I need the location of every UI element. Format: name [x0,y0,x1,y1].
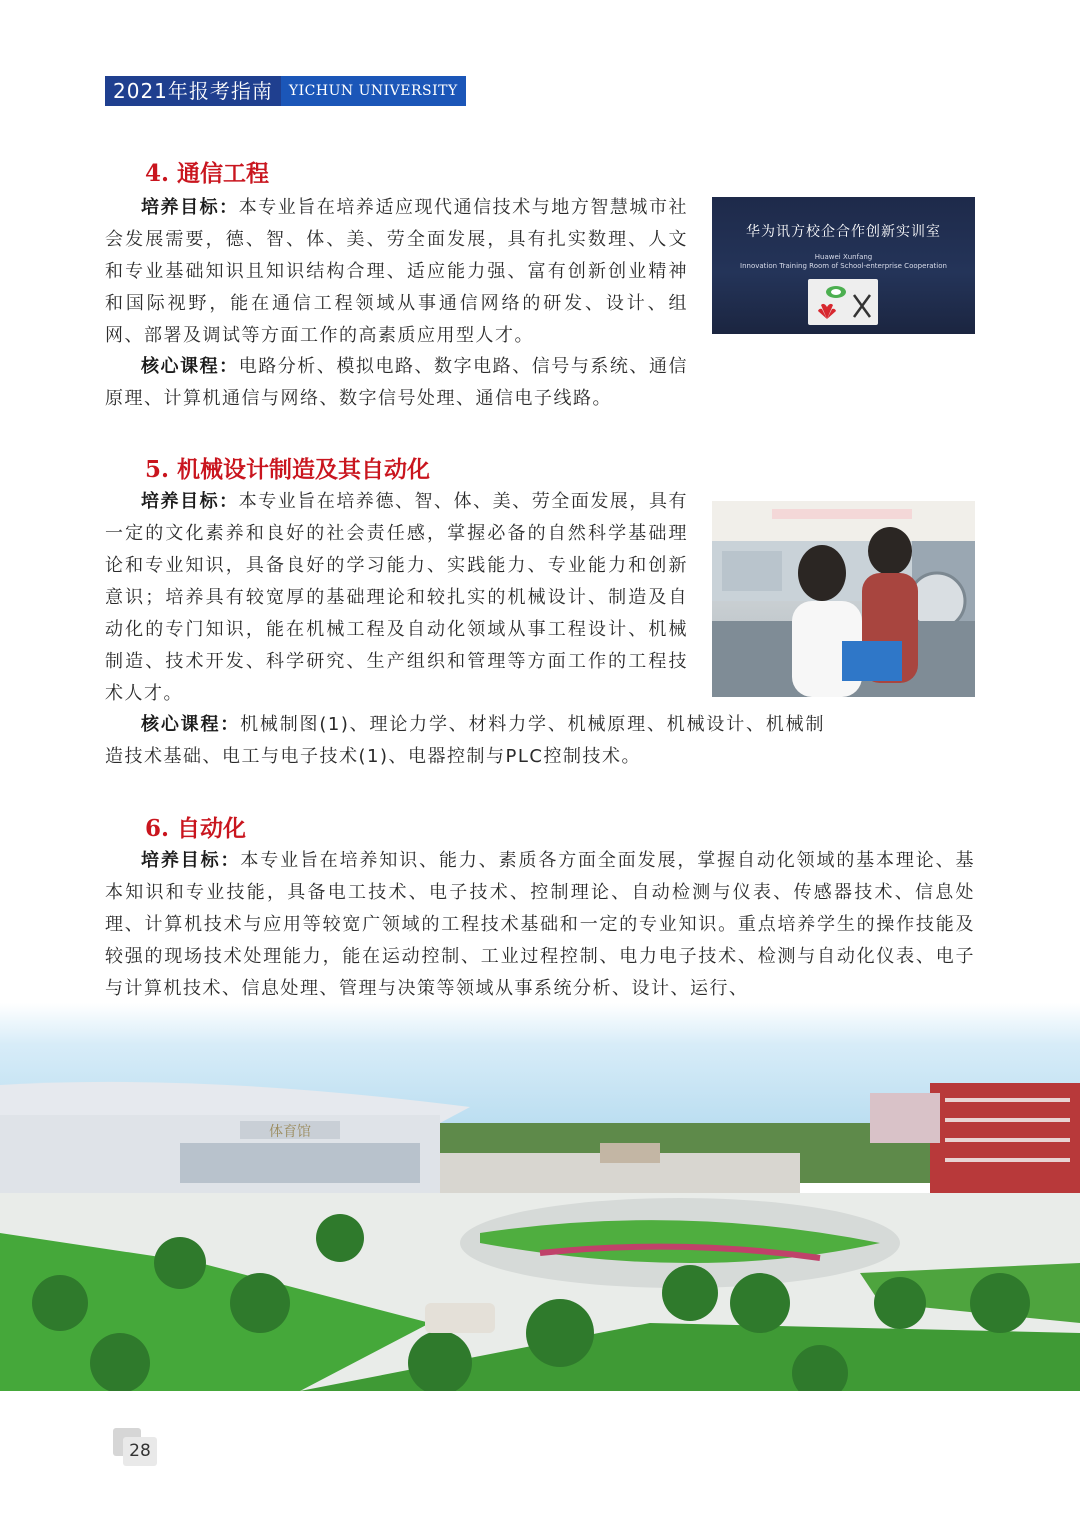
campus-panorama-photo [0,1003,1080,1391]
gym-sign: 体育馆 [269,1124,311,1140]
lab-sign-cn: 华为讯方校企合作创新实训室 [746,224,941,240]
page-number: 28 [123,1437,157,1466]
goal-label: 培养目标： [141,491,239,512]
goal-label: 培养目标： [141,197,239,218]
section-title-telecom: 4. 通信工程 [145,160,270,187]
partner-logos [808,279,878,325]
guide-year-title: 2021年报考指南 [113,79,273,103]
course-text: 机械制图(1)、理论力学、材料力学、机械原理、机械设计、机械制造技术基础、电工与电子技术(1)、电器控制与PLC控制技术。 [105,714,825,767]
goal-label: 培养目标： [141,850,241,871]
course-label: 核心课程： [141,356,239,377]
course-text: 电路分析、模拟电路、数字电路、信号与系统、通信原理、计算机通信与网络、数字信号处理、通信电子线路。 [105,356,688,409]
section-title-automation: 6. 自动化 [145,815,247,842]
header-banner [105,76,466,106]
university-name-en: YICHUN UNIVERSITY [281,76,466,106]
photo-telecom-lab [712,197,975,334]
course-paragraph-mechanical [105,709,825,773]
lab-sign-en-line1: Huawei Xunfang [814,253,873,261]
xunfang-logo-icon [852,293,872,319]
goal-text: 本专业旨在培养适应现代通信技术与地方智慧城市社会发展需要，德、智、体、美、劳全面发展，具有扎实数理、人文和专业基础知识且知识结构合理、适应能力强、富有创新创业精神和国际视野，能在通信工程领域从事通信网络的研发、设计、组网、部署及调试等方面工作的高素质应用型人才。 [105,197,688,346]
goal-paragraph-telecom [105,192,688,352]
campus-illustration [0,1003,1080,1391]
page-number-box [113,1428,157,1466]
huawei-logo-icon [816,299,838,321]
goal-paragraph-automation [105,845,975,1005]
goal-text: 本专业旨在培养德、智、体、美、劳全面发展，具有一定的文化素养和良好的社会责任感，掌握必备的自然科学基础理论和专业知识，具备良好的学习能力、实践能力、专业能力和创新意识；培养具有较宽厚的基础理论和较扎实的机械设计、制造及自动化的专门知识，能在机械工程及自动化领域从事工程设计、机械制造、技术开发、科学研究、生产组织和管理等方面工作的工程技术人才。 [105,491,688,704]
photo-mechanical-lab [712,501,975,697]
lab-sign-en-line2: Innovation Training Room of School-enterprise Cooperation [740,262,947,270]
goal-paragraph-mechanical [105,486,688,710]
course-label: 核心课程： [141,714,241,735]
goal-text: 本专业旨在培养知识、能力、素质各方面全面发展，掌握自动化领域的基本理论、基本知识和专业技能，具备电工技术、电子技术、控制理论、自动检测与仪表、传感器技术、信息处理、计算机技术与应用等较宽广领域的工程技术基础和一定的专业知识。重点培养学生的操作技能及较强的现场技术处理能力，能在运动控制、工业过程控制、电力电子技术、检测与自动化仪表、电子与计算机技术、信息处理、管理与决策等领域从事系统分析、设计、运行、 [105,850,976,999]
course-paragraph-telecom [105,351,688,415]
section-title-mechanical: 5. 机械设计制造及其自动化 [145,456,431,483]
students-working-illustration [712,501,975,697]
